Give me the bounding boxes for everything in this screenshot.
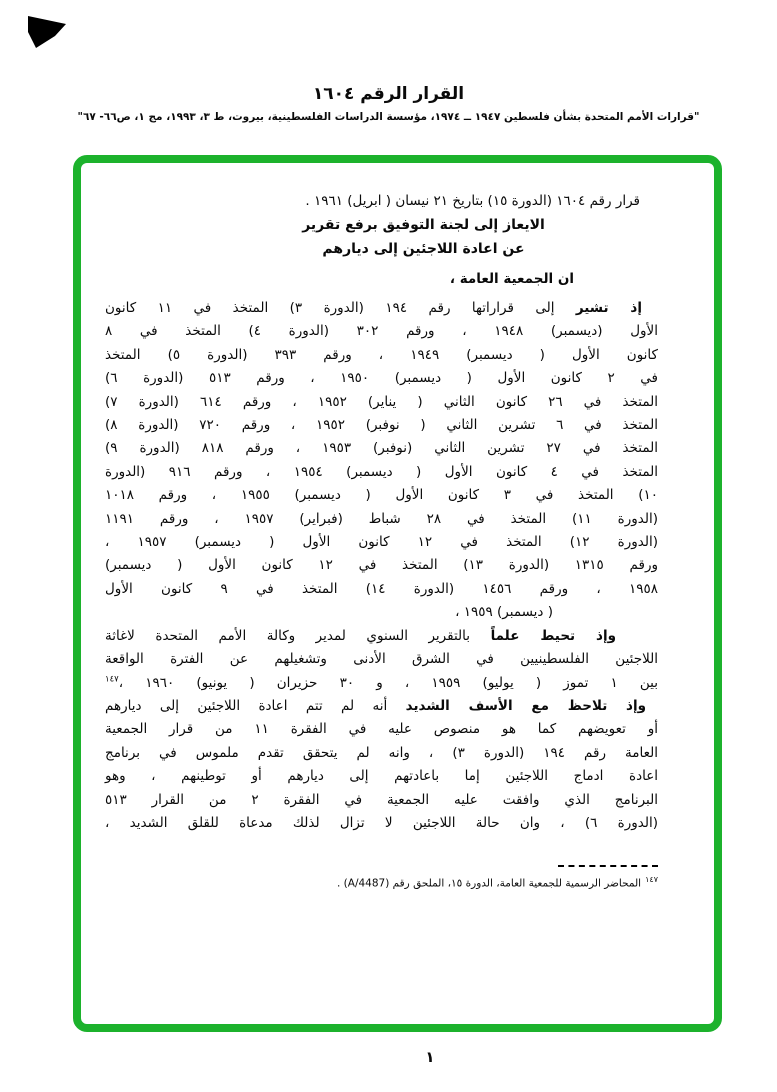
scan-artifact-corner-mark — [22, 14, 70, 52]
body-line: ورقم ١٣١٥ (الدورة ١٣) المتخذ في ١٢ كانون الأول ( ديسمبر) — [105, 557, 658, 574]
body-line: وإذ تلاحظ مع الأسف الشديد أنه لم تتم اعادة اللاجئين إلى ديارهم — [105, 697, 647, 714]
body-line: (الدورة ١١) المتخذ في ٢٨ شباط (فبراير) ١٩٥٧ ، ورقم ١١٩١ — [105, 510, 659, 527]
footnote-block — [105, 865, 658, 892]
resolution-heading-line2: عن اعادة اللاجئين إلى ديارهم — [322, 241, 525, 257]
resolution-heading-line1: الايعاز إلى لجنة التوفيق برفع تقرير — [302, 217, 545, 233]
footnote-text — [105, 872, 658, 892]
footnote-body: المحاضر الرسمية للجمعية العامة، الدورة ١٥، الملحق رقم (A/4487) . — [336, 877, 642, 890]
body-line: (الدورة ٦) ، وان حالة اللاجئين لا تزال لذلك مدعاة للقلق الشديد ، — [105, 814, 659, 831]
document-header — [0, 84, 777, 123]
page-title: القرار الرقم ١٦٠٤ — [312, 84, 465, 104]
body-line: إذ تشير إلى قراراتها رقم ١٩٤ (الدورة ٣) المتخذ في ١١ كانون — [105, 300, 642, 316]
body-line: ١٩٥٨ ، ورقم ١٤٥٦ (الدورة ١٤) المتخذ في ٩ كانون الأول — [105, 580, 658, 597]
body-line: أو تعويضهم كما هو منصوص عليه في الفقرة ١١ من قرار الجمعية — [105, 721, 658, 738]
body-paragraphs — [105, 297, 658, 835]
resolution-opening-phrase: ان الجمعية العامة ، — [449, 271, 574, 287]
body-line: الأول (ديسمبر) ١٩٤٨ ، ورقم ٣٠٢ (الدورة ٤) المتخذ في ٨ — [105, 323, 658, 340]
body-line: اللاجئين الفلسطينيين في الشرق الأدنى وتشغيلهم عن الفترة الواقعة — [105, 651, 658, 668]
body-line: المتخذ في ٤ كانون الأول ( ديسمبر) ١٩٥٤ ، ورقم ٩١٦ (الدورة — [105, 463, 658, 480]
body-line: اعادة ادماج اللاجئين إما باعادتهم إلى ديارهم أو توطينهم ، وهو — [105, 768, 658, 785]
document-frame — [73, 155, 722, 1032]
footnote-ref: ١٤٧ — [105, 674, 119, 684]
resolution-text — [81, 163, 714, 892]
body-line: ( ديسمبر) ١٩٥٩ ، — [455, 604, 553, 621]
body-line: البرنامج الذي وافقت عليه الجمعية في الفقرة ٢ من القرار ٥١٣ — [105, 791, 658, 808]
body-line: في ٢ كانون الأول ( ديسمبر) ١٩٥٠ ، ورقم ٥١٣ (الدورة ٦) — [105, 370, 658, 387]
footnote-marker: ١٤٧ — [645, 875, 658, 885]
source-citation: "قرارات الأمم المتحدة بشأن فلسطين ١٩٤٧ ــ ١٩٧٤، مؤسسة الدراسات الفلسطينية، بيروت، ط ٣، ١٩٩٣، مج ١، ص٦٦- ٦٧" — [77, 111, 700, 123]
body-line: كانون الأول ( ديسمبر) ١٩٤٩ ، ورقم ٣٩٣ (الدورة ٥) المتخذ — [105, 346, 658, 363]
page-number: ١ — [425, 1048, 435, 1066]
body-line: المتخذ في ٢٦ كانون الثاني ( يناير) ١٩٥٢ ، ورقم ٦١٤ (الدورة ٧) — [105, 393, 658, 410]
resolution-intro-line: قرار رقم ١٦٠٤ (الدورة ١٥) بتاريخ ٢١ نيسان ( ابريل) ١٩٦١ . — [305, 193, 640, 209]
body-line: بين ١ تموز ( يوليو) ١٩٥٩ ، و ٣٠ حزيران ( يونيو) ١٩٦٠ ،$^{١٤٧}$ — [105, 674, 658, 691]
body-line: وإذ تحيط علماً بالتقرير السنوي لمدير وكالة الأمم المتحدة لاغاثة — [105, 627, 617, 644]
body-line: العامة رقم ١٩٤ (الدورة ٣) ، وانه لم يتحقق تقدم ملموس في برنامج — [105, 744, 658, 761]
body-line: المتخذ في ٢٧ تشرين الثاني (نوفبر) ١٩٥٣ ، ورقم ٨١٨ (الدورة ٩) — [105, 440, 658, 457]
body-line: (الدورة ١٢) المتخذ في ١٢ كانون الأول ( ديسمبر) ١٩٥٧ ، — [105, 534, 659, 551]
footnote-rule — [558, 865, 658, 867]
body-line: المتخذ في ٦ تشرين الثاني ( نوفبر) ١٩٥٢ ، ورقم ٧٢٠ (الدورة ٨) — [105, 417, 658, 434]
body-line: ١٠) المتخذ في ٣ كانون الأول ( ديسمبر) ١٩٥٥ ، ورقم ١٠١٨ — [105, 487, 658, 504]
